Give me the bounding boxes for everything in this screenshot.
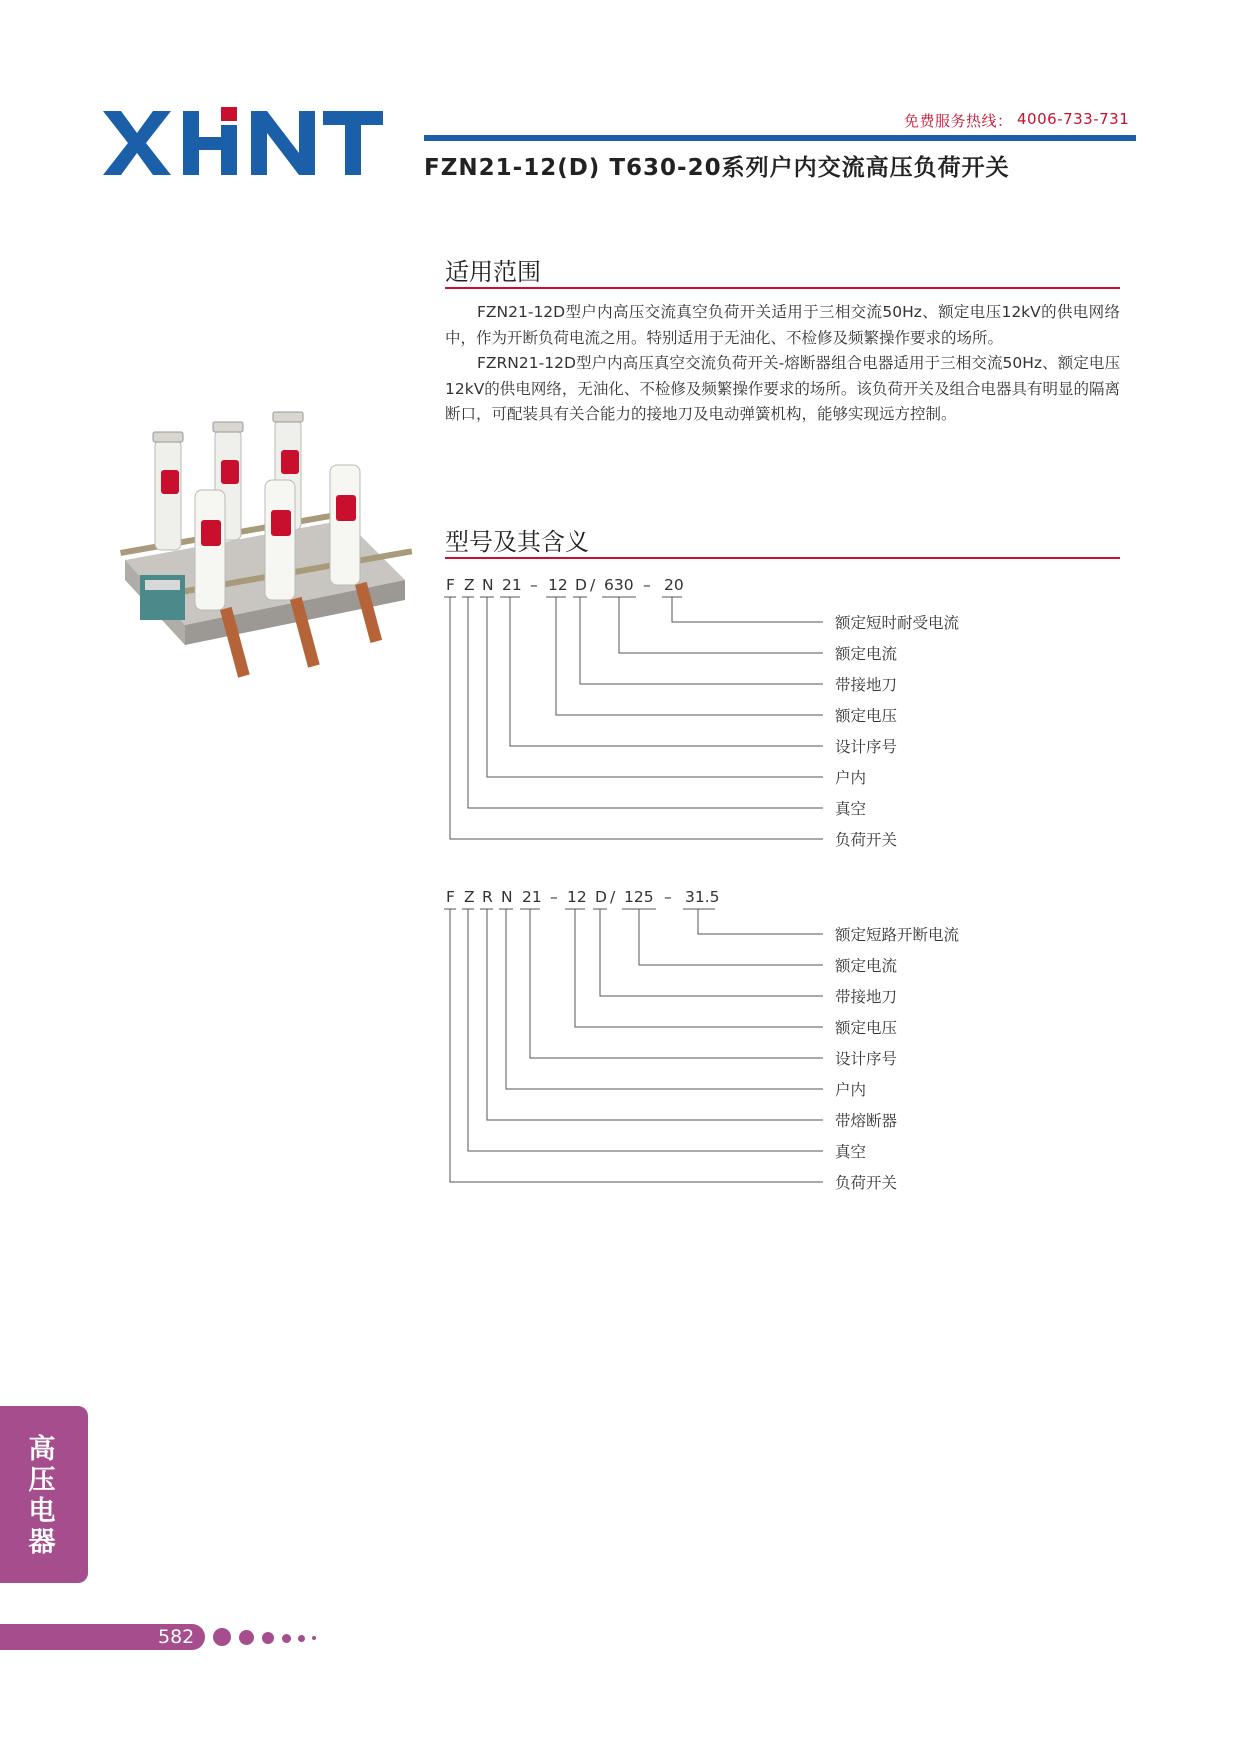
meaning-vacuum: 真空 [835,800,867,818]
product-photo [115,410,415,710]
scope-heading-rule [445,287,1120,289]
code-n: N [501,888,513,906]
code-20: 20 [664,576,684,594]
category-side-tab-label [24,1434,60,1558]
meaning-rated-current: 额定电流 [835,957,898,975]
code-125: 125 [624,888,654,906]
meaning-earthing-switch: 带接地刀 [835,676,898,694]
side-tab-char-1: 高 [28,1434,56,1465]
code-31-5: 31.5 [685,888,720,906]
footer-dot-6 [312,1636,316,1640]
meaning-design-number: 设计序号 [835,738,898,756]
code-slash: / [610,888,616,906]
logo-graphic [103,103,383,183]
model-diagram-1 [440,568,1000,858]
meaning-rated-voltage: 额定电压 [835,707,898,725]
meaning-load-switch: 负荷开关 [835,831,898,849]
model-heading: 型号及其含义 [445,528,589,556]
meaning-load-switch: 负荷开关 [835,1174,898,1192]
meaning-rated-current: 额定电流 [835,645,898,663]
scope-heading: 适用范围 [445,258,541,286]
model-diagram-1-svg [440,568,1000,858]
code-n: N [482,576,494,594]
scope-paragraph-2-text: FZRN21-12D型户内高压真空交流负荷开关-熔断器组合电器适用于三相交流50Hz、额定电压12kV的供电网络，无油化、不检修及频繁操作要求的场所。该负荷开关及组合电器具有明显的隔离断口，可配装具有关合能力的接地刀及电动弹簧机构，能够实现远方控制。 [445,354,1120,423]
footer-dot-3 [262,1632,274,1644]
meaning-earthing-switch: 带接地刀 [835,988,898,1006]
model-diagram-2-svg [440,880,1000,1200]
meaning-indoor: 户内 [835,769,867,787]
code-f: F [446,576,455,594]
code-12: 12 [548,576,568,594]
footer-dot-4 [282,1634,291,1643]
code-slash: / [590,576,596,594]
meaning-with-fuse: 带熔断器 [835,1112,898,1130]
meaning-rated-short-time-current: 额定短时耐受电流 [835,614,960,632]
meaning-vacuum: 真空 [835,1143,867,1161]
code-d: D [575,576,587,594]
footer-dot-1 [213,1628,231,1646]
xhnt-logo [103,103,383,183]
code-dash-2: – [664,888,672,906]
product-title: FZN21-12(D) T630-20系列户内交流高压负荷开关 [424,155,1010,181]
category-side-tab [0,1406,88,1583]
code-d: D [595,888,607,906]
header-rule [424,135,1136,141]
scope-paragraph-1 [445,300,1120,351]
scope-paragraph-2 [445,351,1120,428]
code-12: 12 [567,888,587,906]
code-dash-1: – [550,888,558,906]
meaning-indoor: 户内 [835,1081,867,1099]
code-z: Z [464,888,475,906]
side-tab-char-2: 压 [28,1465,56,1496]
side-tab-char-3: 电 [28,1496,56,1527]
meaning-rated-short-circuit-breaking-current: 额定短路开断电流 [835,926,960,944]
code-dash-2: – [643,576,651,594]
model-heading-rule [445,557,1120,559]
code-dash-1: – [530,576,538,594]
code-21: 21 [502,576,522,594]
hotline-label: 免费服务热线： [904,112,1013,130]
scope-paragraph-1-text: FZN21-12D型户内高压交流真空负荷开关适用于三相交流50Hz、额定电压12kV的供电网络中，作为开断负荷电流之用。特别适用于无油化、不检修及频繁操作要求的场所。 [445,303,1120,347]
side-tab-char-4: 器 [28,1527,56,1558]
model-diagram-2 [440,880,1000,1200]
footer-dot-2 [239,1630,254,1645]
footer-dot-5 [298,1635,305,1642]
hotline-number: 4006-733-731 [1017,110,1130,128]
code-r: R [482,888,493,906]
page-number: 582 [158,1626,195,1648]
code-f: F [446,888,455,906]
meaning-design-number: 设计序号 [835,1050,898,1068]
meaning-rated-voltage: 额定电压 [835,1019,898,1037]
code-z: Z [464,576,475,594]
code-630: 630 [604,576,634,594]
code-21: 21 [522,888,542,906]
